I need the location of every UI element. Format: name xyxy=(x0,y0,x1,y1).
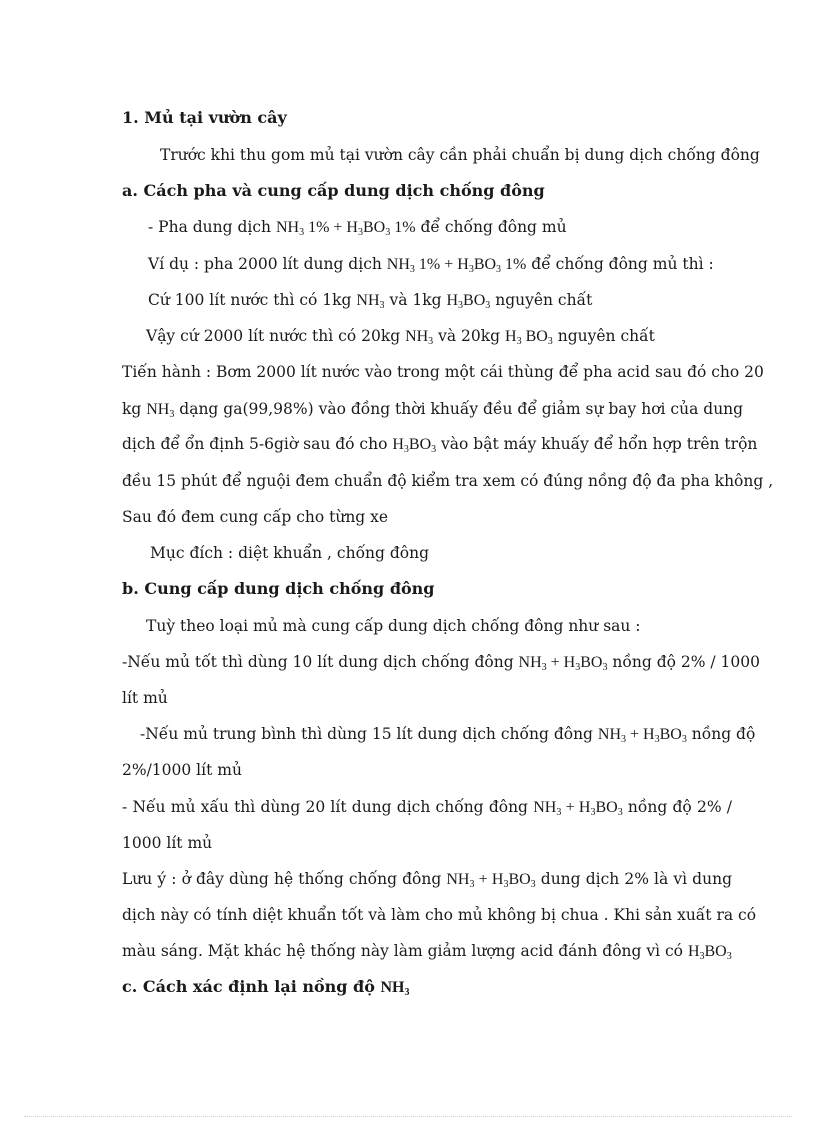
heading-b: b. Cung cấp dung dịch chống đông xyxy=(122,579,435,598)
a-line-4: Vậy cứ 2000 lít nước thì có 20kg $NH_3$ và 20kg $H_3$ $BO_3$ nguyên chất xyxy=(146,327,655,347)
b-item-2-cont: 2%/1000 lít mủ xyxy=(122,761,242,779)
procedure-line-3: dịch để ổn định 5-6giờ sau đó cho $H_3BO_3$ vào bật máy khuấy để hổn hợp trên trộn xyxy=(122,435,758,455)
a-line-3: Cứ 100 lít nước thì có 1kg $NH_3$ và 1kg $H_3BO_3$ nguyên chất xyxy=(148,291,593,311)
heading-c: c. Cách xác định lại nồng độ $NH_3$ xyxy=(122,977,410,998)
procedure-line-1: Tiến hành : Bơm 2000 lít nước vào trong một cái thùng để pha acid sau đó cho 20 xyxy=(122,363,764,381)
heading-a: a. Cách pha và cung cấp dung dịch chống đông xyxy=(122,181,545,200)
procedure-line-5: Sau đó đem cung cấp cho từng xe xyxy=(122,508,389,526)
b-item-2: -Nếu mủ trung bình thì dùng 15 lít dung dịch chống đông $NH_3 + H_3BO_3$ nồng độ xyxy=(140,725,756,745)
procedure-line-4: đều 15 phút để nguội đem chuẩn độ kiểm tra xem có đúng nồng độ đa pha không , xyxy=(122,472,774,490)
b-item-1-cont: lít mủ xyxy=(122,689,168,707)
a-line-2: Ví dụ : pha 2000 lít dung dịch $NH_3$ $1\% + H_3BO_3$ 1% để chống đông mủ thì : xyxy=(148,255,714,275)
formula: $H_3BO_3$ xyxy=(446,292,491,311)
formula: $H_3BO_3$ xyxy=(392,436,437,455)
formula: $NH_3$ $1\% + H_3BO_3$ 1% xyxy=(275,219,416,238)
note-line-2: dịch này có tính diệt khuẩn tốt và làm cho mủ không bị chua . Khi sản xuất ra có xyxy=(122,906,757,924)
formula: $NH_3 + H_3BO_3$ xyxy=(446,871,536,890)
heading-1: 1. Mủ tại vườn cây xyxy=(122,108,287,127)
procedure-line-2: kg $NH_3$ dạng ga(99,98%) vào đồng thời khuấy đều để giảm sự bay hơi của dung xyxy=(122,400,744,420)
note-line-3: màu sáng. Mặt khác hệ thống này làm giảm lượng acid đánh đông vì có $H_3BO_3$ xyxy=(122,942,732,962)
formula: $NH_3 + H_3BO_3$ xyxy=(518,654,608,673)
a-line-1: - Pha dung dịch $NH_3$ $1\% + H_3BO_3$ 1% để chống đông mủ xyxy=(148,218,567,238)
formula: $NH_3 + H_3BO_3$ xyxy=(597,726,687,745)
intro-paragraph: Trước khi thu gom mủ tại vườn cây cần phải chuẩn bị dung dịch chống đông xyxy=(160,146,760,164)
b-intro: Tuỳ theo loại mủ mà cung cấp dung dịch chống đông như sau : xyxy=(146,617,641,635)
formula: $H_3$ $BO_3$ xyxy=(505,328,553,347)
formula: $NH_3$ xyxy=(380,979,410,998)
page-bottom-rule xyxy=(24,1116,792,1117)
purpose-line: Mục đích : diệt khuẩn , chống đông xyxy=(150,544,430,562)
formula: $NH_3 + H_3BO_3$ xyxy=(533,799,623,818)
formula: $NH_3$ $1\% + H_3BO_3$ 1% xyxy=(386,256,527,275)
formula: $NH_3$ xyxy=(356,292,385,311)
b-item-3: - Nếu mủ xấu thì dùng 20 lít dung dịch chống đông $NH_3 + H_3BO_3$ nồng độ 2% / xyxy=(122,798,732,818)
formula: $NH_3$ xyxy=(146,401,175,420)
b-item-3-cont: 1000 lít mủ xyxy=(122,834,213,852)
formula: $H_3BO_3$ xyxy=(687,943,732,962)
b-item-1: -Nếu mủ tốt thì dùng 10 lít dung dịch chống đông $NH_3 + H_3BO_3$ nồng độ 2% / 1000 xyxy=(122,653,760,673)
note-line-1: Lưu ý : ở đây dùng hệ thống chống đông $NH_3 + H_3BO_3$ dung dịch 2% là vì dung xyxy=(122,870,732,890)
formula: $NH_3$ xyxy=(405,328,434,347)
